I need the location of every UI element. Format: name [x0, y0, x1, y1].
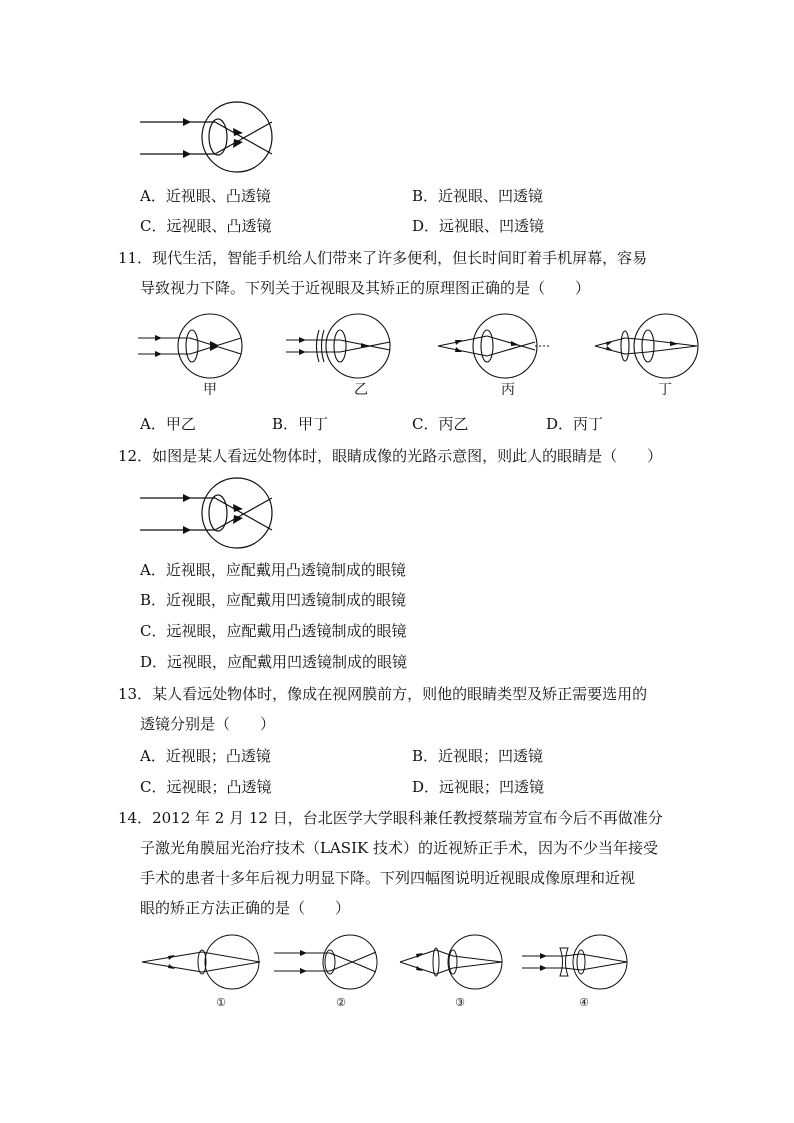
- q13-question-line-1: 13．某人看远处物体时，像成在视网膜前方，则他的眼睛类型及矫正需要选用的: [118, 685, 648, 703]
- q11-question-line-2: 导致视力下降。下列关于近视眼及其矫正的原理图正确的是（ ）: [140, 279, 591, 297]
- q13-option-c[interactable]: C．远视眼；凸透镜: [140, 778, 272, 796]
- q14-caption-2: ②: [336, 996, 346, 1009]
- q14-question-line-3: 手术的患者十多年后视力明显下降。下列四幅图说明近视眼成像原理和近视: [140, 869, 636, 887]
- q11-diagram-yi: [283, 310, 398, 380]
- q14-caption-1: ①: [216, 996, 226, 1009]
- q12-question-line-1: 12．如图是某人看远处物体时，眼睛成像的光路示意图，则此人的眼睛是（ ）: [118, 447, 663, 465]
- q10-option-d[interactable]: D．远视眼、凹透镜: [412, 217, 545, 235]
- q14-question-line-4: 眼的矫正方法正确的是（ ）: [140, 899, 351, 917]
- q14-caption-3: ③: [455, 996, 465, 1009]
- q10-option-b[interactable]: B．近视眼、凹透镜: [412, 187, 544, 205]
- q13-option-d[interactable]: D．远视眼；凹透镜: [412, 778, 545, 796]
- q11-diagram-bing: [435, 310, 555, 380]
- q14-diagram-2: [272, 934, 387, 994]
- q14-caption-4: ④: [579, 996, 589, 1009]
- q12-option-b[interactable]: B．近视眼，应配戴用凹透镜制成的眼镜: [140, 591, 407, 609]
- q12-option-d[interactable]: D．远视眼，应配戴用凹透镜制成的眼镜: [140, 653, 408, 671]
- q11-question-line-1: 11．现代生活，智能手机给人们带来了许多便利，但长时间盯着手机屏幕，容易: [118, 249, 648, 267]
- q11-option-d[interactable]: D．丙丁: [546, 415, 604, 433]
- q10-eye-diagram: [135, 102, 285, 174]
- q12-eye-diagram: [135, 478, 285, 550]
- q12-option-a[interactable]: A．近视眼，应配戴用凸透镜制成的眼镜: [140, 561, 406, 579]
- q10-option-c[interactable]: C．远视眼、凸透镜: [140, 217, 272, 235]
- q10-option-a[interactable]: A．近视眼、凸透镜: [140, 187, 271, 205]
- q13-option-b[interactable]: B．近视眼；凹透镜: [412, 747, 544, 765]
- q14-question-line-2: 子激光角膜屈光治疗技术（LASIK 技术）的近视矫正手术，因为不少当年接受: [140, 839, 658, 857]
- q12-option-c[interactable]: C．远视眼，应配戴用凸透镜制成的眼镜: [140, 622, 407, 640]
- q13-option-a[interactable]: A．近视眼；凸透镜: [140, 747, 271, 765]
- q14-diagram-1: [140, 934, 265, 994]
- q11-diagram-ding: [592, 310, 707, 380]
- q14-diagram-4: [520, 934, 632, 994]
- q11-option-b[interactable]: B．甲丁: [272, 415, 329, 433]
- q13-question-line-2: 透镜分别是（ ）: [140, 715, 276, 733]
- q11-caption-ding: 丁: [658, 382, 672, 398]
- q11-option-a[interactable]: A．甲乙: [140, 415, 196, 433]
- q11-option-c[interactable]: C．丙乙: [412, 415, 469, 433]
- q11-caption-bing: 丙: [501, 382, 515, 398]
- q11-caption-yi: 乙: [354, 382, 368, 398]
- q14-question-line-1: 14．2012 年 2 月 12 日，台北医学大学眼科兼任教授蔡瑞芳宣布今后不再做准分: [118, 809, 663, 827]
- q14-diagram-3: [398, 934, 508, 994]
- q11-diagram-jia: [135, 310, 250, 380]
- q11-caption-jia: 甲: [203, 382, 217, 398]
